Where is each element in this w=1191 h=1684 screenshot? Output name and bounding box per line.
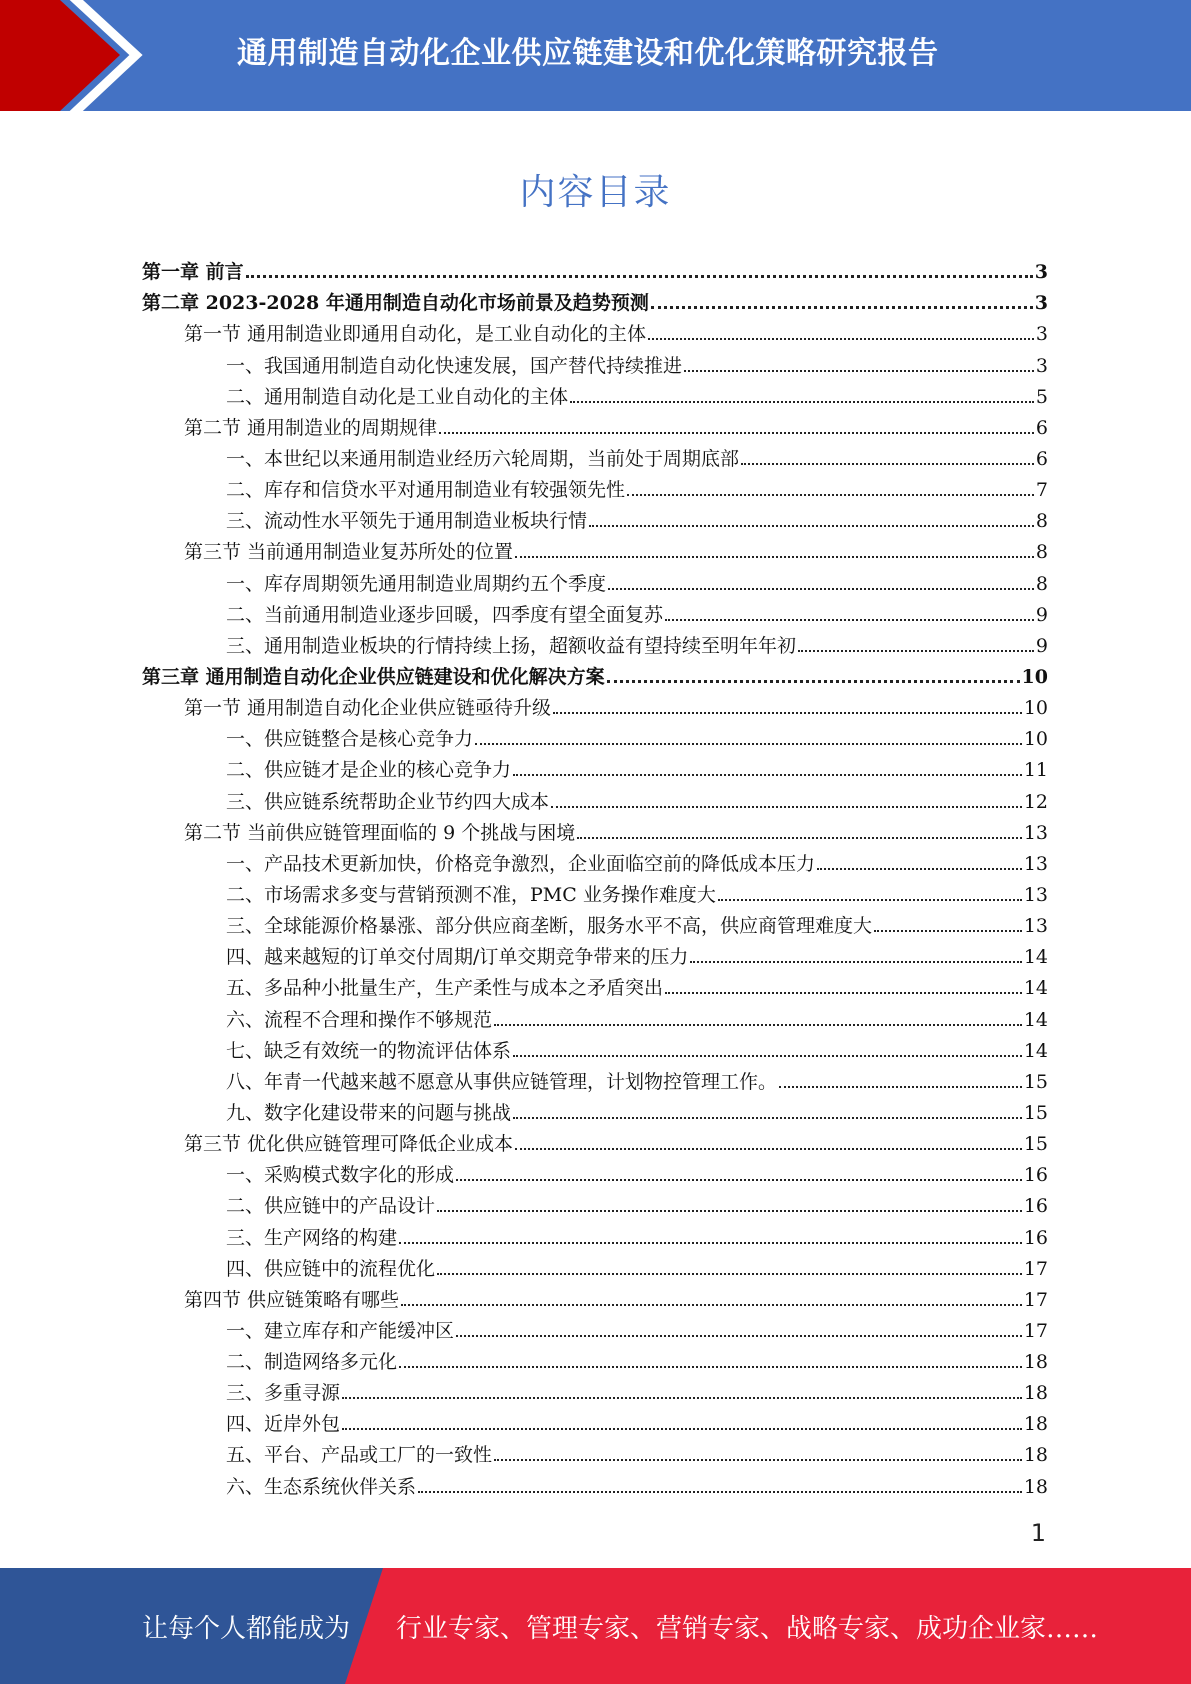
toc-entry-page: 17 [1023, 1257, 1048, 1280]
toc-entry-title: 一、建立库存和产能缓冲区 [226, 1319, 455, 1342]
toc-entry-title: 第一节 通用制造业即通用自动化，是工业自动化的主体 [184, 323, 647, 346]
toc-entry-page: 8 [1035, 572, 1048, 595]
toc-entry-page: 3 [1035, 354, 1048, 377]
toc-entry[interactable] [142, 752, 1048, 783]
toc-entry-page: 11 [1023, 759, 1048, 782]
toc-dot-leader [651, 306, 1033, 309]
toc-dot-leader [475, 743, 1022, 745]
footer-slogan-left: 让每个人都能成为 [142, 1614, 351, 1644]
toc-dot-leader [399, 1366, 1022, 1368]
toc-dot-leader [648, 338, 1034, 340]
toc-entry-page: 13 [1023, 915, 1048, 938]
toc-entry[interactable] [142, 628, 1048, 659]
toc-entry-title: 七、缺乏有效统一的物流评估体系 [226, 1039, 512, 1062]
toc-entry-title: 二、当前通用制造业逐步回暖，四季度有望全面复苏 [226, 603, 664, 626]
toc-entry-page: 18 [1023, 1382, 1048, 1405]
toc-entry[interactable] [142, 1219, 1048, 1250]
toc-entry[interactable] [142, 846, 1048, 877]
toc-entry-title: 二、库存和信贷水平对通用制造业有较强领先性 [226, 479, 626, 502]
toc-entry-page: 16 [1023, 1164, 1048, 1187]
toc-entry[interactable] [142, 721, 1048, 752]
toc-dot-leader [874, 930, 1022, 932]
toc-entry[interactable] [142, 565, 1048, 596]
toc-entry-title: 二、制造网络多元化 [226, 1351, 398, 1374]
toc-dot-leader [779, 1086, 1022, 1088]
toc-dot-leader [665, 992, 1022, 994]
toc-entry-page: 14 [1023, 1008, 1048, 1031]
toc-dot-leader [456, 1179, 1022, 1181]
toc-entry-page: 10 [1023, 728, 1048, 751]
toc-entry-page: 3 [1034, 261, 1048, 284]
toc-entry[interactable] [142, 1406, 1048, 1437]
toc-entry-title: 三、多重寻源 [226, 1382, 341, 1405]
toc-dot-leader [494, 1459, 1022, 1461]
page-header [0, 0, 1191, 111]
toc-entry-page: 15 [1023, 1070, 1048, 1093]
toc-dot-leader [665, 619, 1034, 621]
toc-entry-page: 18 [1023, 1413, 1048, 1436]
toc-dot-leader [246, 275, 1033, 278]
toc-dot-leader [570, 401, 1034, 403]
toc-dot-leader [437, 1273, 1022, 1275]
toc-entry[interactable] [142, 1157, 1048, 1188]
toc-entry-title: 九、数字化建设带来的问题与挑战 [226, 1101, 512, 1124]
toc-entry[interactable] [142, 659, 1048, 690]
toc-dot-leader [608, 588, 1034, 590]
toc-entry-page: 13 [1023, 852, 1048, 875]
toc-entry-page: 17 [1023, 1319, 1048, 1342]
toc-dot-leader [437, 1210, 1022, 1212]
toc-entry-title: 六、流程不合理和操作不够规范 [226, 1008, 493, 1031]
toc-dot-leader [342, 1428, 1022, 1430]
page-footer [0, 1568, 1191, 1684]
toc-entry[interactable] [142, 877, 1048, 908]
toc-entry-title: 一、库存周期领先通用制造业周期约五个季度 [226, 572, 607, 595]
toc-entry-page: 14 [1023, 946, 1048, 969]
toc-dot-leader [513, 774, 1022, 776]
toc-dot-leader [577, 837, 1022, 839]
toc-heading: 内容目录 [519, 172, 672, 213]
toc-entry-title: 六、生态系统伙伴关系 [226, 1475, 417, 1498]
toc-dot-leader [718, 899, 1022, 901]
table-of-contents [142, 254, 1048, 1500]
toc-entry-page: 9 [1035, 634, 1048, 657]
toc-dot-leader [456, 1335, 1022, 1337]
toc-entry-title: 三、通用制造业板块的行情持续上扬，超额收益有望持续至明年年初 [226, 634, 797, 657]
toc-entry-page: 17 [1023, 1288, 1048, 1311]
toc-entry[interactable] [142, 1313, 1048, 1344]
toc-entry-title: 第三节 优化供应链管理可降低企业成本 [184, 1133, 514, 1156]
toc-entry-title: 四、近岸外包 [226, 1413, 341, 1436]
toc-entry-page: 18 [1023, 1351, 1048, 1374]
toc-entry-title: 四、供应链中的流程优化 [226, 1257, 436, 1280]
toc-entry[interactable] [142, 410, 1048, 441]
toc-entry[interactable] [142, 534, 1048, 565]
toc-dot-leader [399, 1242, 1022, 1244]
header-red-chevron [0, 0, 120, 111]
toc-entry[interactable] [142, 1126, 1048, 1157]
toc-entry[interactable] [142, 285, 1048, 316]
toc-entry-title: 八、年青一代越来越不愿意从事供应链管理，计划物控管理工作。 [226, 1070, 778, 1093]
toc-entry-page: 15 [1023, 1133, 1048, 1156]
toc-entry-title: 一、供应链整合是核心竞争力 [226, 728, 474, 751]
toc-entry[interactable] [142, 908, 1048, 939]
toc-dot-leader [627, 494, 1034, 496]
toc-entry-title: 第三章 通用制造自动化企业供应链建设和优化解决方案 [142, 665, 605, 688]
toc-entry-title: 一、采购模式数字化的形成 [226, 1164, 455, 1187]
toc-dot-leader [589, 525, 1034, 527]
toc-entry-page: 15 [1023, 1101, 1048, 1124]
toc-dot-leader [553, 712, 1022, 714]
toc-entry-title: 第二节 当前供应链管理面临的 9 个挑战与困境 [184, 821, 576, 844]
toc-entry-title: 三、供应链系统帮助企业节约四大成本 [226, 790, 550, 813]
header-title: 通用制造自动化企业供应链建设和优化策略研究报告 [237, 36, 939, 71]
toc-entry[interactable] [142, 1344, 1048, 1375]
toc-entry[interactable] [142, 472, 1048, 503]
toc-entry-title: 第三节 当前通用制造业复苏所处的位置 [184, 541, 514, 564]
toc-entry-page: 16 [1023, 1195, 1048, 1218]
toc-entry-page: 16 [1023, 1226, 1048, 1249]
toc-entry-title: 第二章 2023-2028 年通用制造自动化市场前景及趋势预测 [142, 292, 649, 315]
toc-dot-leader [551, 806, 1022, 808]
toc-entry[interactable] [142, 1188, 1048, 1219]
toc-entry[interactable] [142, 347, 1048, 378]
toc-entry[interactable] [142, 1033, 1048, 1064]
toc-dot-leader [515, 1148, 1022, 1150]
toc-entry-title: 三、生产网络的构建 [226, 1226, 398, 1249]
toc-entry-page: 9 [1035, 603, 1048, 626]
toc-entry[interactable] [142, 1001, 1048, 1032]
toc-entry[interactable] [142, 316, 1048, 347]
toc-entry[interactable] [142, 597, 1048, 628]
toc-entry-page: 18 [1023, 1444, 1048, 1467]
toc-entry-title: 五、平台、产品或工厂的一致性 [226, 1444, 493, 1467]
toc-dot-leader [418, 1491, 1022, 1493]
toc-dot-leader [798, 650, 1034, 652]
toc-entry[interactable] [142, 503, 1048, 534]
toc-entry-page: 14 [1023, 977, 1048, 1000]
toc-dot-leader [607, 680, 1020, 683]
toc-entry-title: 一、我国通用制造自动化快速发展，国产替代持续推进 [226, 354, 683, 377]
toc-entry[interactable] [142, 1468, 1048, 1499]
toc-entry-page: 10 [1023, 697, 1048, 720]
toc-entry-title: 二、市场需求多变与营销预测不准，PMC 业务操作难度大 [226, 883, 716, 906]
toc-dot-leader [684, 370, 1034, 372]
toc-entry-page: 18 [1023, 1475, 1048, 1498]
toc-entry-title: 二、通用制造自动化是工业自动化的主体 [226, 385, 569, 408]
toc-entry[interactable] [142, 1251, 1048, 1282]
header-arrow-graphic [0, 0, 160, 111]
toc-entry-title: 第四节 供应链策略有哪些 [184, 1288, 400, 1311]
toc-dot-leader [817, 868, 1022, 870]
toc-entry-page: 8 [1035, 541, 1048, 564]
toc-entry[interactable] [142, 1064, 1048, 1095]
toc-entry-page: 5 [1035, 385, 1048, 408]
toc-entry-page: 10 [1021, 665, 1048, 688]
toc-entry[interactable] [142, 1282, 1048, 1313]
toc-entry-title: 三、全球能源价格暴涨、部分供应商垄断，服务水平不高，供应商管理难度大 [226, 915, 873, 938]
toc-dot-leader [439, 432, 1034, 434]
toc-entry-title: 二、供应链才是企业的核心竞争力 [226, 759, 512, 782]
toc-entry-title: 第二节 通用制造业的周期规律 [184, 416, 438, 439]
toc-entry-title: 一、产品技术更新加快，价格竞争激烈，企业面临空前的降低成本压力 [226, 852, 816, 875]
toc-entry[interactable] [142, 690, 1048, 721]
toc-dot-leader [494, 1024, 1022, 1026]
toc-entry[interactable] [142, 441, 1048, 472]
toc-entry-title: 一、本世纪以来通用制造业经历六轮周期，当前处于周期底部 [226, 447, 740, 470]
toc-entry-title: 第一节 通用制造自动化企业供应链亟待升级 [184, 697, 552, 720]
toc-dot-leader [690, 961, 1021, 963]
toc-entry-title: 第一章 前言 [142, 261, 244, 284]
toc-entry-page: 3 [1035, 323, 1048, 346]
toc-entry-page: 6 [1035, 447, 1048, 470]
toc-entry[interactable] [142, 815, 1048, 846]
footer-slogan-right: 行业专家、管理专家、营销专家、战略专家、成功企业家…… [396, 1614, 1099, 1644]
toc-dot-leader [401, 1304, 1022, 1306]
toc-entry[interactable] [142, 1095, 1048, 1126]
toc-dot-leader [513, 1117, 1022, 1119]
toc-entry[interactable] [142, 1437, 1048, 1468]
toc-entry-page: 14 [1023, 1039, 1048, 1062]
toc-entry-page: 8 [1035, 510, 1048, 533]
toc-entry-title: 二、供应链中的产品设计 [226, 1195, 436, 1218]
toc-entry-title: 三、流动性水平领先于通用制造业板块行情 [226, 510, 588, 533]
toc-entry[interactable] [142, 783, 1048, 814]
toc-entry-page: 13 [1023, 883, 1048, 906]
toc-entry[interactable] [142, 970, 1048, 1001]
toc-entry-page: 7 [1035, 479, 1048, 502]
toc-entry[interactable] [142, 379, 1048, 410]
toc-entry-page: 3 [1034, 292, 1048, 315]
page-number: 1 [1030, 1519, 1046, 1547]
toc-dot-leader [513, 1055, 1022, 1057]
toc-entry-title: 五、多品种小批量生产，生产柔性与成本之矛盾突出 [226, 977, 664, 1000]
toc-entry[interactable] [142, 939, 1048, 970]
toc-entry-page: 12 [1023, 790, 1048, 813]
toc-dot-leader [741, 463, 1034, 465]
toc-entry-page: 6 [1035, 416, 1048, 439]
toc-dot-leader [515, 556, 1034, 558]
toc-entry[interactable] [142, 1375, 1048, 1406]
toc-dot-leader [342, 1397, 1022, 1399]
toc-entry-page: 13 [1023, 821, 1048, 844]
toc-entry[interactable] [142, 254, 1048, 285]
toc-entry-title: 四、越来越短的订单交付周期/订单交期竞争带来的压力 [226, 946, 689, 969]
